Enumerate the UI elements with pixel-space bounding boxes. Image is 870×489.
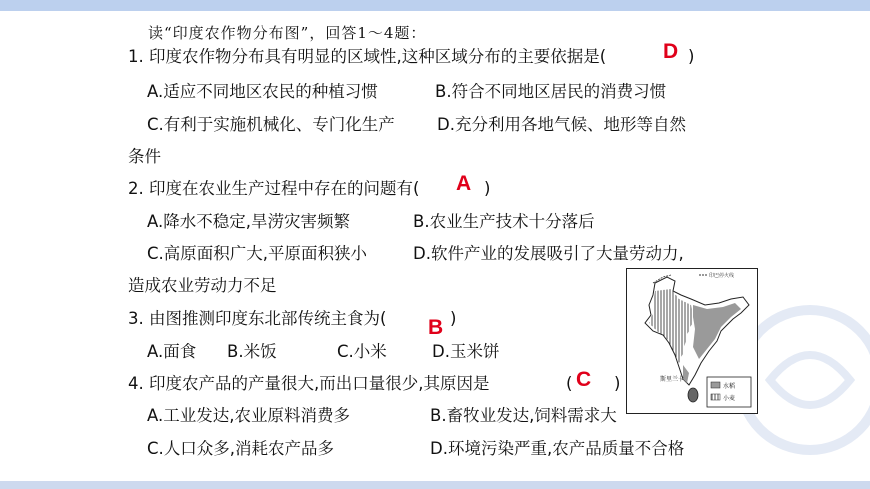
q4-option-d: D.环境污染严重,农产品质量不合格 <box>430 439 685 458</box>
q1-option-d-cont: 条件 <box>128 147 161 166</box>
q4-answer: C <box>576 368 592 391</box>
q4-stem: 4. 印度农产品的产量很大,而出口量很少,其原因是 <box>128 374 490 393</box>
q1-close-paren: ) <box>688 47 695 66</box>
q3-option-b: B.米饭 <box>227 342 277 361</box>
q2-option-d-cont: 造成农业劳动力不足 <box>128 276 277 295</box>
india-crop-map <box>626 268 758 414</box>
q3-option-d: D.玉米饼 <box>432 342 500 361</box>
q2-answer: A <box>456 172 472 195</box>
legend-rice-label: 水稻 <box>723 383 736 390</box>
q1-option-c: C.有利于实施机械化、专门化生产 <box>147 115 395 134</box>
q1-option-d: D.充分利用各地气候、地形等自然 <box>437 115 686 134</box>
header-bar <box>0 0 870 11</box>
q1-answer: D <box>663 40 679 63</box>
map-figure <box>627 269 757 413</box>
label-sri-lanka: 斯里兰卡 <box>660 376 685 383</box>
legend-wheat-label: 小麦 <box>723 395 736 402</box>
q2-option-b: B.农业生产技术十分落后 <box>413 212 595 231</box>
q2-close-paren: ) <box>484 179 491 198</box>
q3-stem: 3. 由图推测印度东北部传统主食为( <box>128 309 387 328</box>
q1-option-b: B.符合不同地区居民的消费习惯 <box>435 82 667 101</box>
q2-option-a: A.降水不稳定,旱涝灾害频繁 <box>147 212 350 231</box>
q2-option-d: D.软件产业的发展吸引了大量劳动力, <box>413 244 684 263</box>
q3-close-paren: ) <box>450 309 457 328</box>
intro-instruction: 读“印度农作物分布图”，回答1～4题： <box>148 24 427 42</box>
legend-ceasefire-label: 印巴停火线 <box>709 273 735 279</box>
q2-stem: 2. 印度在农业生产过程中存在的问题有( <box>128 179 420 198</box>
rice-region <box>693 303 741 359</box>
q4-option-a: A.工业发达,农业原料消费多 <box>147 406 350 425</box>
footer-bar <box>0 481 870 489</box>
q1-stem: 1. 印度农作物分布具有明显的区域性,这种区域分布的主要依据是( <box>128 47 607 66</box>
q4-option-b: B.畜牧业发达,饲料需求大 <box>430 406 617 425</box>
q4-open-paren: ( <box>566 374 573 393</box>
q1-option-a: A.适应不同地区农民的种植习惯 <box>147 82 378 101</box>
q4-close-paren: ) <box>614 374 621 393</box>
q4-option-c: C.人口众多,消耗农产品多 <box>147 439 335 458</box>
legend-rice-swatch <box>711 382 720 388</box>
q2-option-c: C.高原面积广大,平原面积狭小 <box>147 244 368 263</box>
q3-option-a: A.面食 <box>147 342 197 361</box>
q3-option-c: C.小米 <box>337 342 387 361</box>
q3-answer: B <box>428 316 444 339</box>
legend-wheat-swatch <box>711 394 720 400</box>
sri-lanka-island <box>688 388 698 402</box>
legend-box <box>707 377 751 407</box>
